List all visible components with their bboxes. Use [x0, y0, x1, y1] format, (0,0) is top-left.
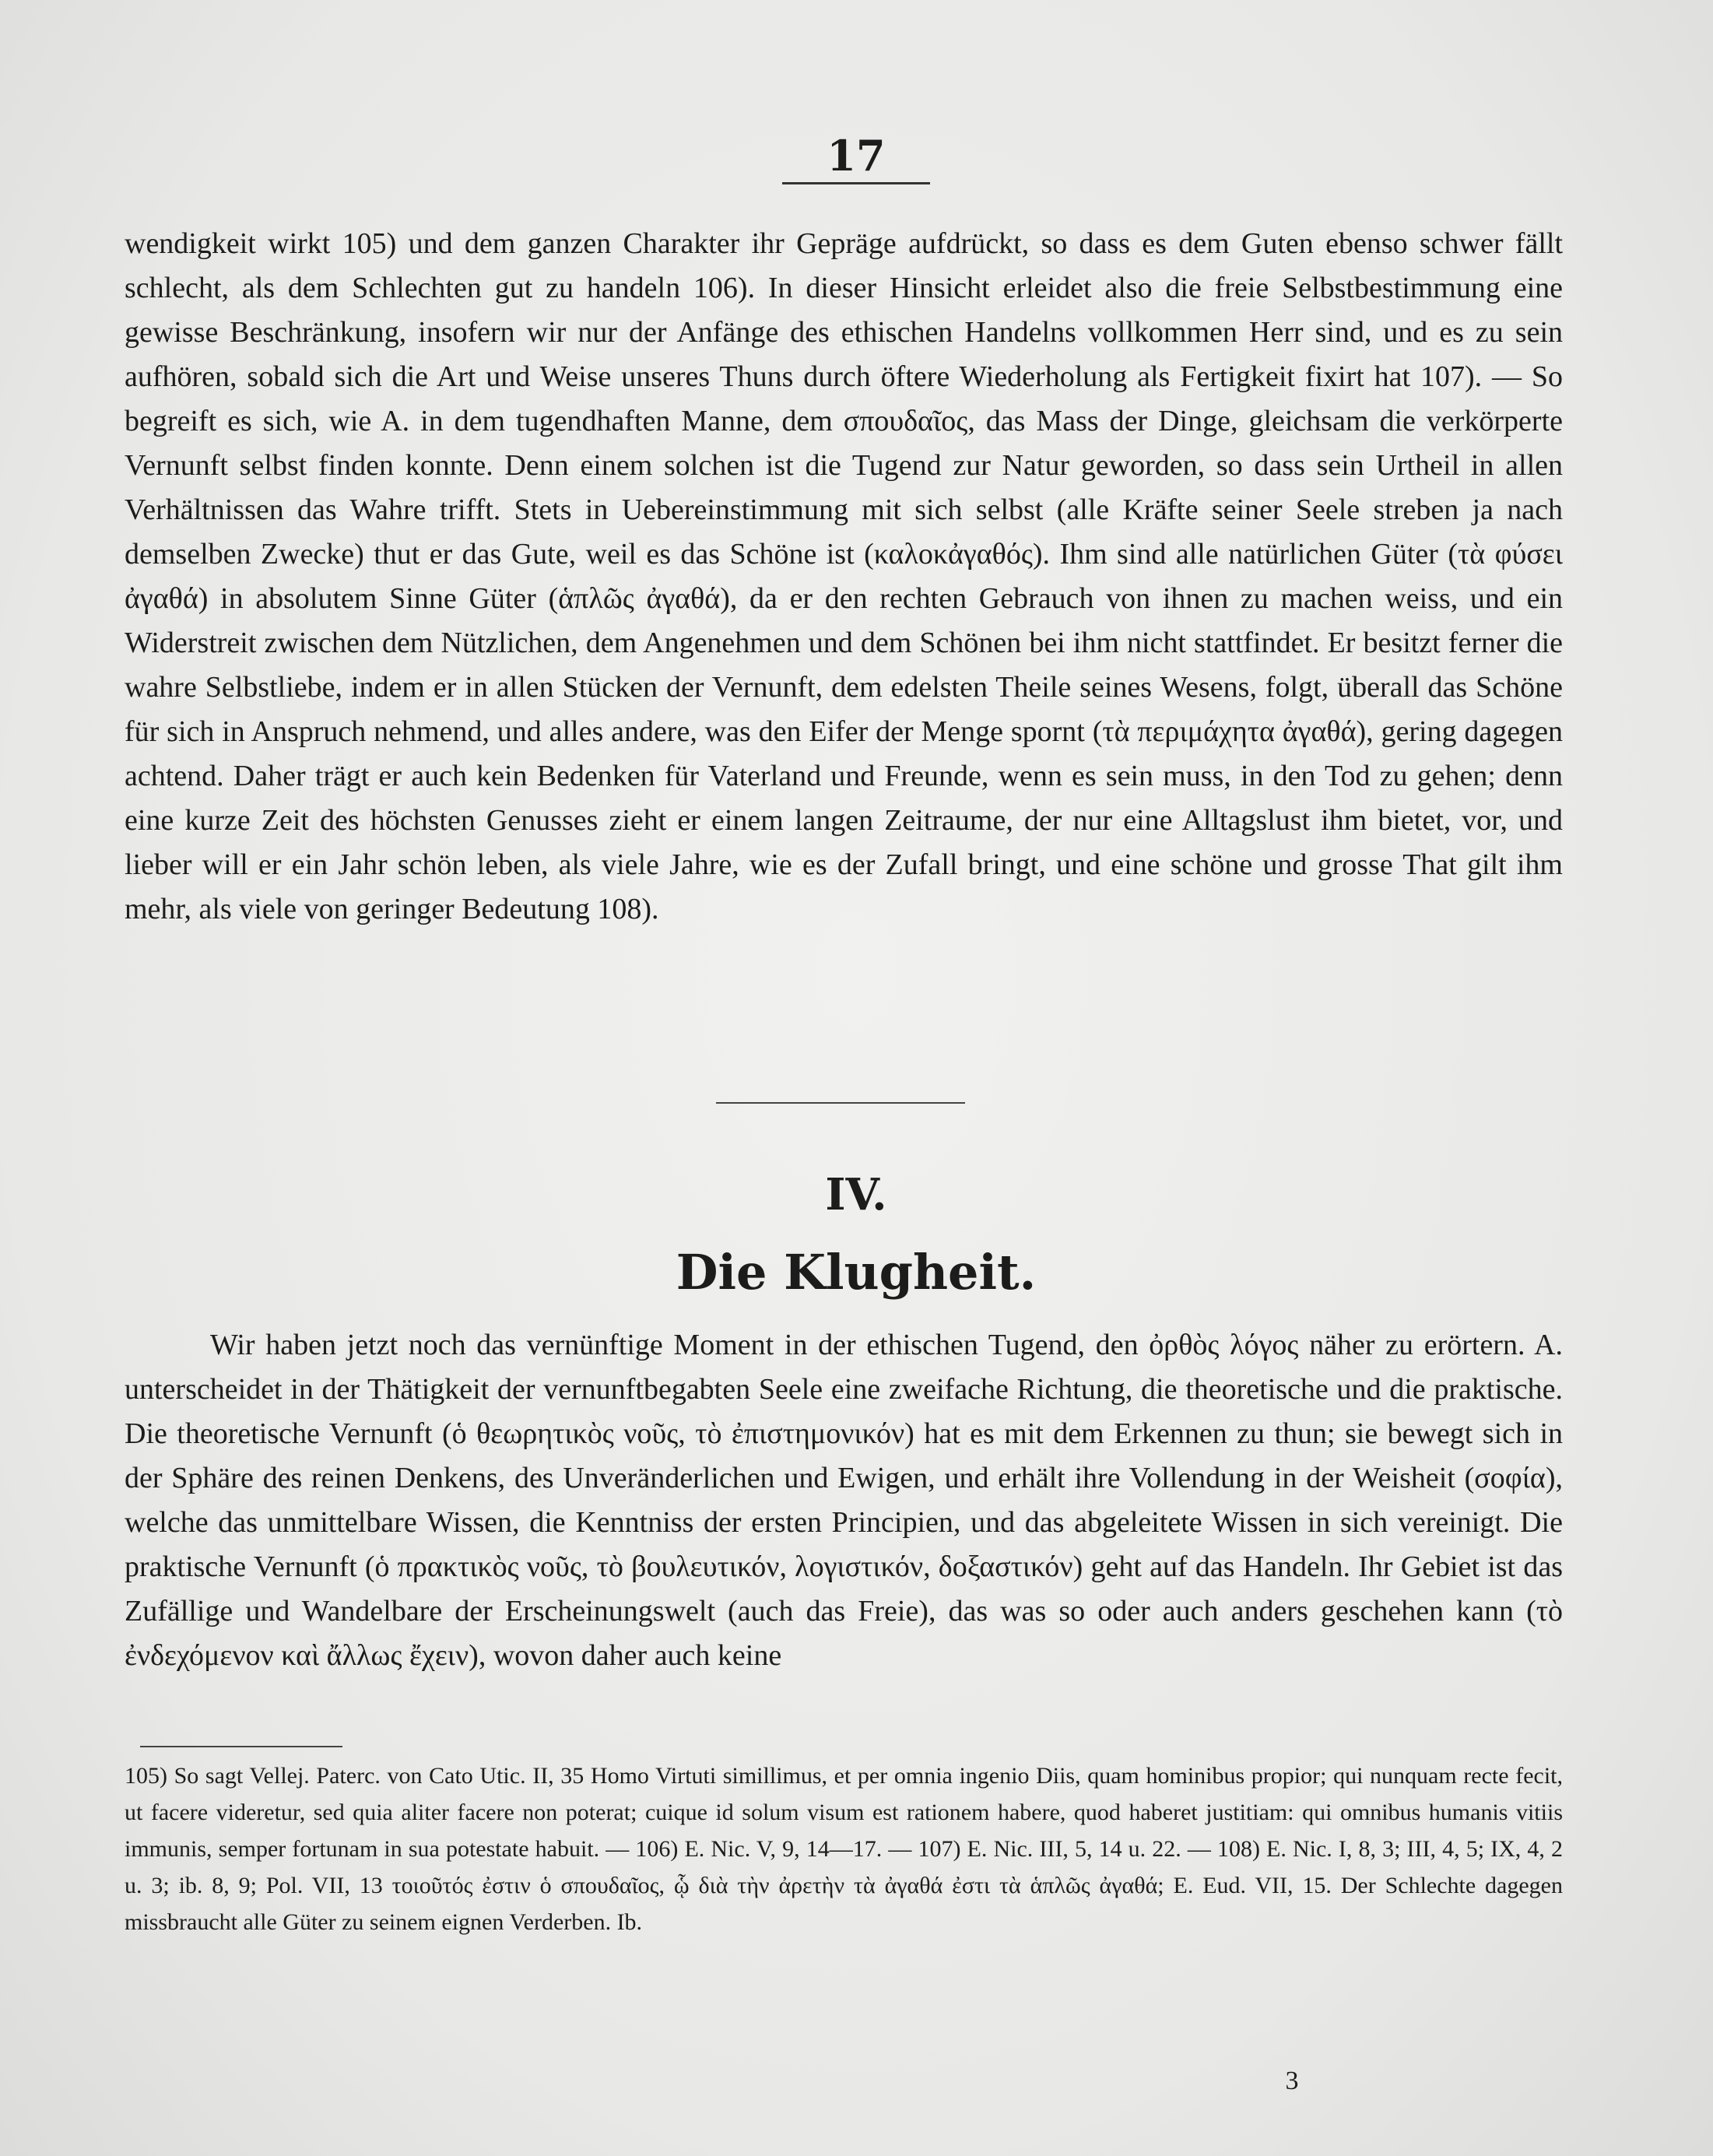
body-text-bottom	[125, 1323, 1563, 1678]
footnote-rule	[140, 1746, 342, 1747]
header-rule	[782, 182, 930, 184]
section-number: IV.	[825, 1169, 887, 1220]
page-number: 17	[827, 131, 886, 181]
page-header	[778, 132, 934, 184]
signature-mark: 3	[1285, 2066, 1299, 2095]
paragraph-section-start: Wir haben jetzt noch das vernünftige Moment in der ethischen Tugend, den ὀρθὸς λόγος näher zu erörtern. A. unterscheidet in der Thätigkeit der vernunftbegabten Seele eine zweifache Richtung, die theoretische und die praktische. Die theoretische Vernunft (ὁ θεωρητικὸς νοῦς, τὸ ἐπιστημονικόν) hat es mit dem Erkennen zu thun; sie bewegt sich in der Sphäre des reinen Denkens, des Unveränderlichen und Ewigen, und erhält ihre Vollendung in der Weisheit (σοφία), welche das unmittelbare Wissen, die Kenntniss der ersten Principien, und das abgeleitete Wissen in sich vereinigt. Die praktische Vernunft (ὁ πρακτικὸς νοῦς, τὸ βουλευτικόν, λογιστικόν, δοξαστικόν) geht auf das Handeln. Ihr Gebiet ist das Zufällige und Wandelbare der Erscheinungswelt (auch das Freie), das was so oder auch anders geschehen kann (τὸ ἐνδεχόμενον καὶ ἄλλως ἔχειν), wovon daher auch keine	[125, 1329, 1563, 1672]
body-text-top	[125, 222, 1563, 932]
footnotes: 105) So sagt Vellej. Paterc. von Cato Utic. II, 35 Homo Virtuti simillimus, et per omnia ingenio Diis, quam hominibus propior; qui nunquam recte fecit, ut facere videretur, sed quia aliter facere non poterat; cuique id solum visum est rationem habere, quod haberet justitiam: qui omnibus humanis vitiis immunis, semper fortunam in sua potestate habuit. — 106) E. Nic. V, 9, 14—17. — 107) E. Nic. III, 5, 14 u. 22. — 108) E. Nic. I, 8, 3; III, 4, 5; IX, 4, 2 u. 3; ib. 8, 9; Pol. VII, 13 τοιοῦτός ἐστιν ὁ σπουδαῖος, ᾧ διὰ τὴν ἀρετὴν τὰ ἀγαθά ἐστι τὰ ἁπλῶς ἀγαθά; E. Eud. VII, 15. Der Schlechte dagegen missbraucht alle Güter zu seinem eignen Verderben. Ib.	[125, 1763, 1563, 1935]
section-divider	[716, 1102, 965, 1104]
section-title: Die Klugheit.	[676, 1244, 1037, 1301]
paragraph-continued: wendigkeit wirkt 105) und dem ganzen Charakter ihr Gepräge aufdrückt, so dass es dem Guten ebenso schwer fällt schlecht, als dem Schlechten gut zu handeln 106). In dieser Hinsicht erleidet also die freie Selbstbestimmung eine gewisse Beschränkung, insofern wir nur der Anfänge des ethischen Handelns vollkommen Herr sind, und es zu sein aufhören, sobald sich die Art und Weise unseres Thuns durch öftere Wiederholung als Fertigkeit fixirt hat 107). — So begreift es sich, wie A. in dem tugendhaften Manne, dem σπουδαῖος, das Mass der Dinge, gleichsam die verkörperte Vernunft selbst finden konnte. Denn einem solchen ist die Tugend zur Natur geworden, so dass sein Urtheil in allen Verhältnissen das Wahre trifft. Stets in Uebereinstimmung mit sich selbst (alle Kräfte seiner Seele streben ja nach demselben Zwecke) thut er das Gute, weil es das Schöne ist (καλοκἀγαθός). Ihm sind alle natürlichen Güter (τὰ φύσει ἀγαθά) in absolutem Sinne Güter (ἁπλῶς ἀγαθά), da er den rechten Gebrauch von ihnen zu machen weiss, und ein Widerstreit zwischen dem Nützlichen, dem Angenehmen und dem Schönen bei ihm nicht stattfindet. Er besitzt ferner die wahre Selbstliebe, indem er in allen Stücken der Vernunft, dem edelsten Theile seines Wesens, folgt, überall das Schöne für sich in Anspruch nehmend, und alles andere, was den Eifer der Menge spornt (τὰ περιμάχητα ἀγαθά), gering dagegen achtend. Daher trägt er auch kein Bedenken für Vaterland und Freunde, wenn es sein muss, in den Tod zu gehen; denn eine kurze Zeit des höchsten Genusses zieht er einem langen Zeitraume, der nur eine Alltagslust ihm bietet, vor, und lieber will er ein Jahr schön leben, als viele Jahre, wie es der Zufall bringt, und eine schöne und grosse That gilt ihm mehr, als viele von geringer Bedeutung 108).	[125, 227, 1563, 925]
